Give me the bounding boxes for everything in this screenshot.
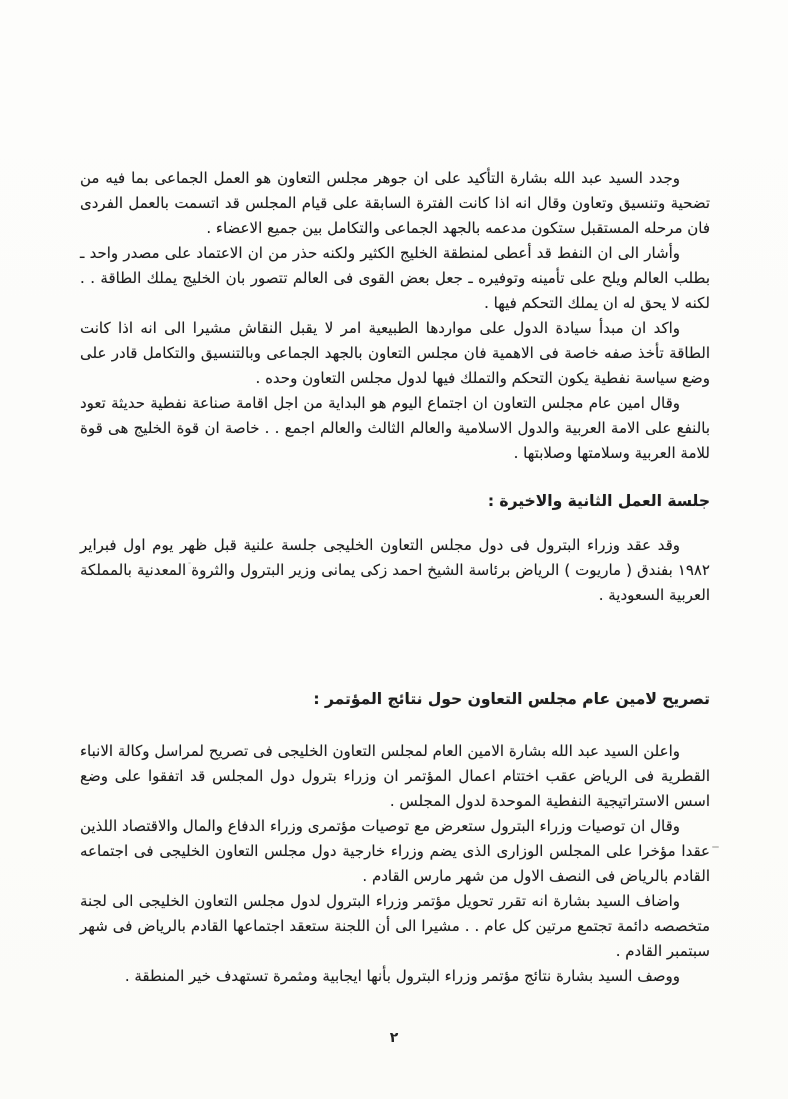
intro-paragraph-2: وأشار الى ان النفط قد أعطى لمنطقة الخليج الكثير ولكنه حذر من ان الاعتماد على مصدر واحد ـ بطلب العالم ويلح على تأمينه وتوفيره ـ جعل بعض القوى فى العالم تتصور بان الخليج يملك الطاقة . . لكنه لا يحق له ان يملك التحكم فيها . [80,244,710,312]
intro-paragraph-1: وجدد السيد عبد الله بشارة التأكيد على ان جوهر مجلس التعاون هو العمل الجماعى بما فيه من تضحية وتنسيق وتعاون وقال انه اذا كانت الفترة السابقة على قيام المجلس قد اتسمت بالعمل الفردى فان مرحله المستقبل ستكون مدعمه بالجهد الجماعى والتكامل بين جميع الاعضاء . [80,169,710,237]
statement-paragraph-3: واضاف السيد بشارة انه تقرر تحويل مؤتمر وزراء البترول لدول مجلس التعاون الخليجى الى لجنة متخصصه دائمة تجتمع مرتين كل عام . . مشيرا الى أن اللجنة ستعقد اجتماعها القادم بالرياض فى شهر سبتمبر القادم . [80,892,710,960]
scan-speck [188,562,191,564]
session-paragraph: وقد عقد وزراء البترول فى دول مجلس التعاون الخليجى جلسة علنية قبل ظهر يوم اول فبراير ١٩٨٢ بفندق ( ماريوت ) الرياض برئاسة الشيخ احمد زكى يمانى وزير البترول والثروة المعدنية بالمملكة العربية السعودية . [80,536,710,604]
document-text-block [80,166,710,989]
statement-paragraph-4: ووصف السيد بشارة نتائج مؤتمر وزراء البترول بأنها ايجابية ومثمرة تستهدف خير المنطقة . [124,967,680,985]
statement-paragraph-2: وقال ان توصيات وزراء البترول ستعرض مع توصيات مؤتمرى وزراء الدفاع والمال والاقتصاد اللذين عقدا مؤخرا على المجلس الوزارى الذى يضم وزراء خارجية دول مجلس التعاون الخليجى فى اجتماعه القادم بالرياض فى النصف الاول من شهر مارس القادم . [80,817,710,885]
statement-heading: تصريح لامين عام مجلس التعاون حول نتائج المؤتمر : [313,690,710,708]
intro-paragraph-4: وقال امين عام مجلس التعاون ان اجتماع اليوم هو البداية من اجل اقامة صناعة نفطية حديثة تعود بالنفع على الامة العربية والدول الاسلامية والعالم الثالث والعالم اجمع . . خاصة ان قوة الخليج هى قوة للامة العربية وسلامتها وصلابتها . [80,394,710,462]
intro-paragraph-3: واكد ان مبدأ سيادة الدول على مواردها الطبيعية امر لا يقبل النقاش مشيرا الى انه اذا كانت الطاقة تأخذ صفه خاصة فى الاهمية فان مجلس التعاون بالجهد الجماعى وبالتنسيق والتكامل قادر على وضع سياسة نفطية يكون التحكم والتملك فيها لدول مجلس التعاون وحده . [80,319,710,387]
session-heading: جلسة العمل الثانية والاخيرة : [487,492,710,510]
page-number: ٢ [389,1030,399,1046]
scan-speck [712,846,719,848]
statement-paragraph-1: واعلن السيد عبد الله بشارة الامين العام لمجلس التعاون الخليجى فى تصريح لمراسل وكالة الانباء القطرية فى الرياض عقب اختتام اعمال المؤتمر ان وزراء بترول دول المجلس قد اتفقوا على وضع اسس الاستراتيجية النفطية الموحدة لدول المجلس . [80,742,710,810]
